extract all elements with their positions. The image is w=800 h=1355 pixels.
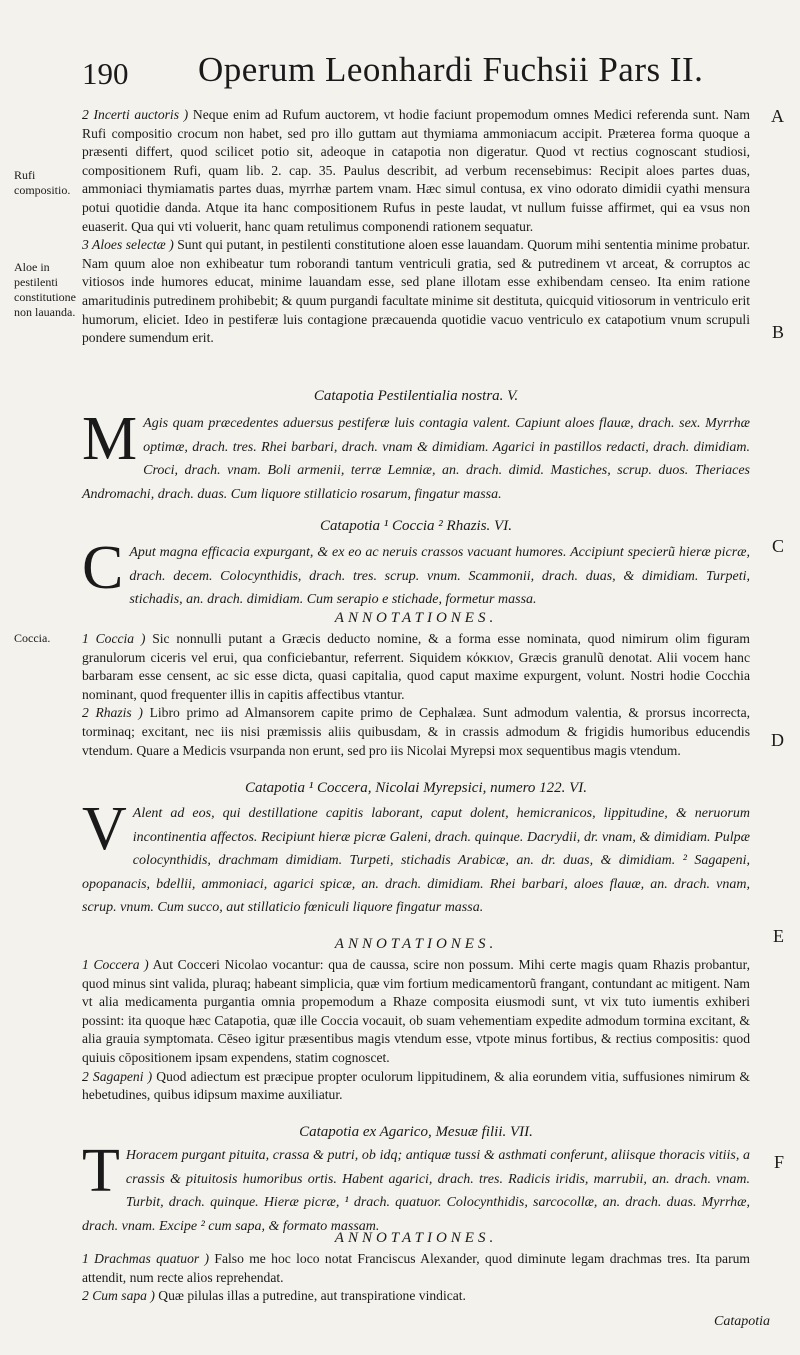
drop-cap: T <box>82 1137 120 1205</box>
recipe-text: Horacem purgant pituita, crassa & putri, ob idq; antiquæ tussi & asthmati conferunt, aliisque thoracis vitiis, a crassis & pituitosis humoribus ortis. Habent agarici, drach. tres. Radicis iridis, marrubii, an. drach. vnam. Turbit, drach. quinque. Hieræ picræ, ¹ drach. quatuor. Colocynthidis, sarcocollæ, an. drach. duas. Myrrhæ, drach. vnam. Excipe ² cum sapa, & formato massam. <box>82 1148 750 1234</box>
paragraph-lead: 1 Coccera ) <box>82 957 149 972</box>
paragraph <box>82 1250 750 1287</box>
paragraph-lead: 2 Cum sapa ) <box>82 1288 155 1304</box>
annotations-heading: ANNOTATIONES. <box>334 1230 498 1246</box>
paragraph-body: Sic nonnulli putant a Græcis deducto nomine, & a forma esse nominata, quod nimirum olim figuram granulorum ciceris vel erui, qua conficiebantur, referrent. Siquidem κόκκιον, Græcis granulũ denotat. Alii vocem hanc barbaram esse censent, ac sic esse dicta, quasi capitalia, quod caput maxime expurgent, volunt. Nostri hodie Cocchia nominant, quod frequenter illis in capitis affectibus vtantur. <box>82 631 750 702</box>
annotation-block-2 <box>82 630 750 760</box>
paragraph-body: Falso me hoc loco notat Franciscus Alexander, quod diminute legam drachmas tres. Ita parum attendit, num recte alios reprehendat. <box>82 1251 750 1285</box>
paragraph <box>82 630 750 704</box>
drop-cap: V <box>82 795 127 863</box>
paragraph <box>82 106 750 236</box>
margin-letter-f: F <box>773 1152 784 1172</box>
paragraph-body: Quæ pilulas illas a putredine, aut transpiratione vindicat. <box>154 1288 466 1304</box>
recipe-block-2 <box>82 534 750 612</box>
recipe-text: Agis quam præcedentes aduersus pestiferæ luis contagia valent. Capiunt aloes flauæ, drach. sex. Myrrhæ optimæ, drach. tres. Rhei barbari, drach. vnam & dimidiam. Agarici in pastillos redacti, drach. dimidiam. Croci, drach. vnam. Boli armenii, terræ Lemniæ, an. drach. dimid. Mastiches, scrup. duos. Theriaces Andromachi, drach. duas. Cum liquore stillaticio rosarum, fingatur massa. <box>82 416 750 502</box>
page-number: 190 <box>82 56 129 91</box>
margin-letter-e: E <box>773 926 784 946</box>
paragraph <box>82 236 750 348</box>
paragraph <box>82 956 750 1068</box>
recipe-block-1 <box>82 405 750 506</box>
paragraph-body: Sunt qui putant, in pestilenti constitutione aloen esse lauandam. Quorum mihi sententia minime probatur. Nam quum aloe non exhibeatur tum roborandi tantum ventriculi gratia, sed & putredinem vt arceat, & corruptos ac vitiosos inde humores educat, minime lauandam esse, sed plane illotam esse exhibendam censeo. Ita enim ratione amaritudinis putredinem prohibebit; & quum purgandi facultate minime sit destituta, quicquid vitiosorum in ventriculo erit humorum, eliciet. Ideo in pestiferæ luis contagione præcauenda quotidie vacuo ventriculo ex catapotium vnum scrupuli pondere sumendum erit. <box>82 237 750 346</box>
recipe-text: Aput magna efficacia expurgant, & ex eo ac neruis crassos vacuant humores. Accipiunt specierũ hieræ picræ, drach. decem. Colocynthidis, drach. tres. scrup. vnum. Scammonii, drach. duas, & dimidiam. Turpeti, stichadis, an. drach. dimidiam. Cum serapio e stichade, formetur massa. <box>129 545 750 607</box>
margin-note-aloe: Aloe in pestilenti constitutione non lauanda. <box>14 260 76 319</box>
annotation-block-1 <box>82 106 750 348</box>
paragraph <box>82 1287 750 1306</box>
annotation-block-3 <box>82 956 750 1105</box>
recipe-heading: Catapotia ¹ Coccera, Nicolai Myrepsici, numero 122. VI. <box>244 780 588 796</box>
recipe-heading: Catapotia ex Agarico, Mesuæ filii. VII. <box>299 1124 533 1140</box>
recipe-block-4 <box>82 1137 750 1238</box>
margin-letter-c: C <box>771 536 784 556</box>
recipe-heading: Catapotia Pestilentialia nostra. V. <box>313 388 519 404</box>
paragraph-lead: 2 Incerti auctoris ) <box>82 107 189 122</box>
recipe-heading: Catapotia ¹ Coccia ² Rhazis. VI. <box>320 518 512 534</box>
running-title: Operum Leonhardi Fuchsii Pars II. <box>198 50 704 89</box>
margin-note-rufi: Rufi compositio. <box>14 168 71 197</box>
recipe-block-3 <box>82 795 750 920</box>
drop-cap: M <box>82 405 138 473</box>
recipe-text: Alent ad eos, qui destillatione capitis laborant, caput dolent, hemicranicos, lippitudine, & neruorum incontinentia affectos. Recipiunt hieræ picræ Galeni, drach. quinque. Dacrydii, dr. vnam, & dimidiam. Pulpæ colocynthidis, drachmam dimidiam. Turpeti, stichadis Arabicæ, an. dr. duas, & dimidiam. ² Sagapeni, opopanacis, bdellii, ammoniaci, agarici spicæ, an. drach. dimidiam. Rhei barbari, aloes flauæ, an. drach. vnam, scrup. vnum. Cum succo, aut stillaticio fœniculi liquore fingatur massa. <box>82 806 750 915</box>
drop-cap: C <box>82 534 124 602</box>
paragraph-lead: 2 Sagapeni ) <box>82 1068 153 1084</box>
paragraph-lead: 1 Coccia ) <box>82 631 146 646</box>
paragraph-lead: 1 Drachmas quatuor ) <box>82 1251 210 1266</box>
catchword: Catapotia <box>713 1314 770 1329</box>
margin-letter-a: A <box>771 106 784 126</box>
paragraph-lead: 3 Aloes selectæ ) <box>82 237 174 253</box>
paragraph-body: Aut Cocceri Nicolao vocantur: qua de caussa, scire non possum. Mihi certe magis quam Rhazis probantur, quod minus sint valida, pluraq; habeant simplicia, quæ vim fortium medicamentorũ frangant, contundant ac mitigent. Nam vt alia medicamenta purgantia omnia propemodum a Rhaze composita eiusmodi sunt, vt vix tuto iumentis exhiberi possint: ita quoque hæc Catapotia, quæ ille Coccia vocauit, ob suam vehementiam expedite admodum tormina excitant, & alia grauia symptomata. Cēseo igitur præsentibus magis vtendum esse, vtpote minus fortibus, & rectius compositis: quod quiuis cōpositionem ipsam expendens, statim cognoscet. <box>82 957 750 1065</box>
margin-note-coccia: Coccia. <box>14 631 51 645</box>
paragraph <box>82 704 750 760</box>
margin-letter-b: B <box>771 322 784 342</box>
paragraph-body: Libro primo ad Almansorem capite primo de Cephalæa. Sunt admodum valentia, & prorsus incorrecta, torminaq; excitant, nec iis nisi præmissis aliis quibusdam, & in crassis admodum & frigidis humoribus educendis vtendum. Quare a Medicis vsurpanda non erunt, sed pro iis Nicolai Myrepsi mox sequentibus magis vtendum. <box>82 705 751 758</box>
paragraph <box>82 1068 750 1105</box>
annotations-heading: ANNOTATIONES. <box>334 610 498 626</box>
paragraph-body: Quod adiectum est præcipue propter oculorum lippitudinem, & alia eorundem vitia, suffusiones nimirum & hebetudines, quibus idipsum maxime auxiliatur. <box>82 1068 750 1103</box>
margin-letter-d: D <box>771 730 784 750</box>
page-header <box>82 50 722 98</box>
annotation-block-4 <box>82 1250 750 1306</box>
paragraph-lead: 2 Rhazis ) <box>82 705 143 721</box>
paragraph-body: Neque enim ad Rufum auctorem, vt hodie faciunt propemodum omnes Medici referenda sunt. Nam Rufi compositio crocum non habet, sed pro illo guttam aut thymiama ammoniacum accipit. Præterea forma quoque a præsenti differt, quod scilicet potio sit, adeoque in catapotia non digeratur. Quod vt rectius cognoscant studiosi, compositionem Rufi, quam lib. 2. cap. 35. Paulus describit, ad verbum recensebimus: Recipit aloes partes duas, ammoniaci thymiamatis partes duas, myrrhæ partem vnam. Hæc simul contusa, ex vino odorato dimidii cyathi mensura potui quotidie danda. Atque ita hanc compositionem Rufus in peste laudat, vt nullum fuisse affirmet, qui ea vsus non euaserit. Qua qui vti voluerit, hanc quam retulimus componendi rationem sequatur. <box>82 107 751 234</box>
annotations-heading: ANNOTATIONES. <box>334 936 498 952</box>
